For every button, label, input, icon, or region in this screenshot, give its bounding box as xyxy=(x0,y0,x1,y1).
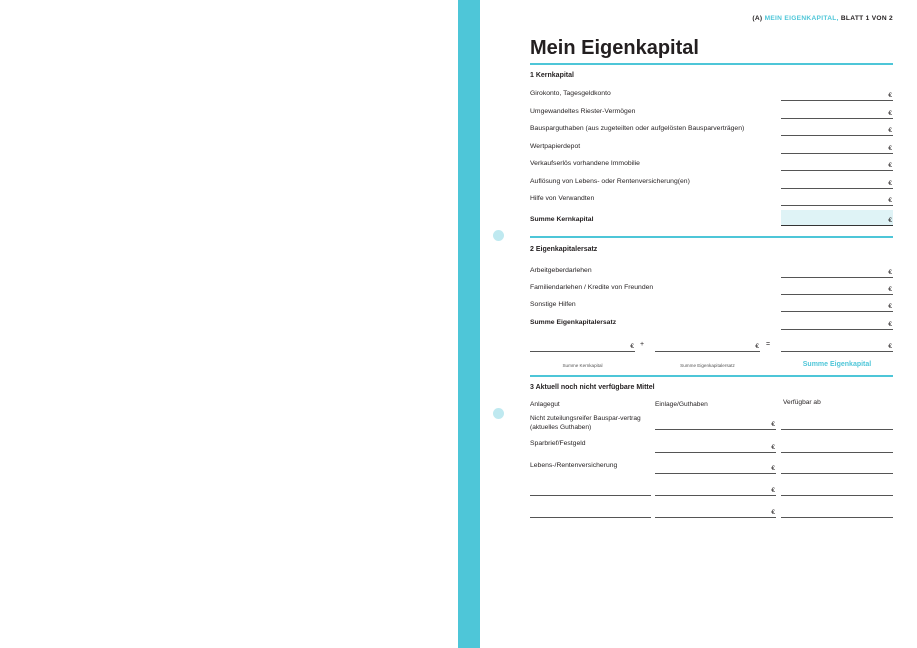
amount-field[interactable] xyxy=(781,125,893,136)
header-sheet: BLATT 1 VON 2 xyxy=(840,15,893,22)
verfuegbar-field[interactable] xyxy=(781,507,893,518)
row-label: Umgewandeltes Riester-Vermögen xyxy=(530,108,636,115)
currency-sign: € xyxy=(888,127,892,134)
verfuegbar-field[interactable] xyxy=(781,419,893,430)
sum-ersatz-label: Summe Eigenkapitalersatz xyxy=(530,319,617,326)
amount-field[interactable] xyxy=(781,108,893,119)
row-label: Familiendarlehen / Kredite von Freunden xyxy=(530,284,654,291)
amount-field[interactable] xyxy=(781,301,893,312)
row-label: Sparbrief/Festgeld xyxy=(530,440,586,447)
currency-sign: € xyxy=(630,343,634,350)
row-label: Hilfe von Verwandten xyxy=(530,195,595,202)
currency-sign: € xyxy=(888,92,892,99)
equals-sign: = xyxy=(766,341,771,348)
section1-heading: 1 Kernkapital xyxy=(530,72,574,79)
currency-sign: € xyxy=(888,162,892,169)
currency-sign: € xyxy=(771,421,775,428)
calc-kernkapital-field[interactable] xyxy=(530,341,635,352)
calc-ersatz-field[interactable] xyxy=(655,341,760,352)
currency-sign: € xyxy=(888,269,892,276)
section3-heading: 3 Aktuell noch nicht verfügbare Mittel xyxy=(530,384,655,391)
currency-sign: € xyxy=(888,145,892,152)
row-label: Arbeitgeberdarlehen xyxy=(530,267,592,274)
row-label: Nicht zuteilungsreifer Bauspar-vertrag (aktuelles Guthaben) xyxy=(530,415,641,431)
einlage-field[interactable] xyxy=(655,485,776,496)
header-prefix: (A) xyxy=(752,15,763,22)
page-header xyxy=(752,15,893,22)
binder-stripe xyxy=(458,0,480,648)
row-label: Auflösung von Lebens- oder Rentenversicherung(en) xyxy=(530,178,690,185)
amount-field[interactable] xyxy=(781,195,893,206)
currency-sign: € xyxy=(771,465,775,472)
currency-sign: € xyxy=(888,321,892,328)
caption-ersatz: Summe Eigenkapitalersatz xyxy=(680,363,735,368)
sum-kernkapital-field[interactable] xyxy=(781,210,893,226)
column-verfuegbar: Verfügbar ab xyxy=(783,399,821,406)
currency-sign: € xyxy=(771,487,775,494)
punch-hole-marker xyxy=(493,408,504,419)
amount-field[interactable] xyxy=(781,160,893,171)
einlage-field[interactable] xyxy=(655,463,776,474)
amount-field[interactable] xyxy=(781,284,893,295)
currency-sign: € xyxy=(888,343,892,350)
calc-total-field[interactable] xyxy=(781,341,893,352)
section2-heading: 2 Eigenkapitalersatz xyxy=(530,246,598,253)
caption-total: Summe Eigenkapital xyxy=(802,361,872,368)
anlagegut-field[interactable] xyxy=(530,485,651,496)
row-label: Sonstige Hilfen xyxy=(530,301,576,308)
punch-hole-marker xyxy=(493,230,504,241)
plus-sign: + xyxy=(640,341,645,348)
section-rule xyxy=(530,375,893,377)
verfuegbar-field[interactable] xyxy=(781,463,893,474)
currency-sign: € xyxy=(888,197,892,204)
anlagegut-field[interactable] xyxy=(530,507,651,518)
row-label: Girokonto, Tagesgeldkonto xyxy=(530,90,611,97)
currency-sign: € xyxy=(888,217,892,224)
header-accent: MEIN EIGENKAPITAL, xyxy=(764,15,839,22)
amount-field[interactable] xyxy=(781,143,893,154)
verfuegbar-field[interactable] xyxy=(781,442,893,453)
einlage-field[interactable] xyxy=(655,419,776,430)
form-page xyxy=(530,0,893,648)
amount-field[interactable] xyxy=(781,267,893,278)
amount-field[interactable] xyxy=(781,178,893,189)
verfuegbar-field[interactable] xyxy=(781,485,893,496)
currency-sign: € xyxy=(888,303,892,310)
currency-sign: € xyxy=(888,110,892,117)
sum-ersatz-field[interactable] xyxy=(781,319,893,330)
amount-field[interactable] xyxy=(781,90,893,101)
einlage-field[interactable] xyxy=(655,507,776,518)
row-label: Bausparguthaben (aus zugeteilten oder aufgelösten Bausparverträgen) xyxy=(530,125,745,132)
row-label: Verkaufserlös vorhandene Immobilie xyxy=(530,160,640,167)
page-title: Mein Eigenkapital xyxy=(530,37,699,59)
row-label: Lebens-/Rentenversicherung xyxy=(530,462,618,469)
sum-kernkapital-label: Summe Kernkapital xyxy=(530,216,594,223)
section-rule xyxy=(530,236,893,238)
currency-sign: € xyxy=(755,343,759,350)
currency-sign: € xyxy=(888,180,892,187)
currency-sign: € xyxy=(771,509,775,516)
currency-sign: € xyxy=(771,444,775,451)
column-einlage: Einlage/Guthaben xyxy=(655,401,708,408)
row-label: Wertpapierdepot xyxy=(530,143,581,150)
section-rule xyxy=(530,63,893,65)
caption-kernkapital: Summe Kernkapital xyxy=(562,363,603,368)
einlage-field[interactable] xyxy=(655,442,776,453)
column-anlagegut: Anlagegut xyxy=(530,401,560,408)
currency-sign: € xyxy=(888,286,892,293)
